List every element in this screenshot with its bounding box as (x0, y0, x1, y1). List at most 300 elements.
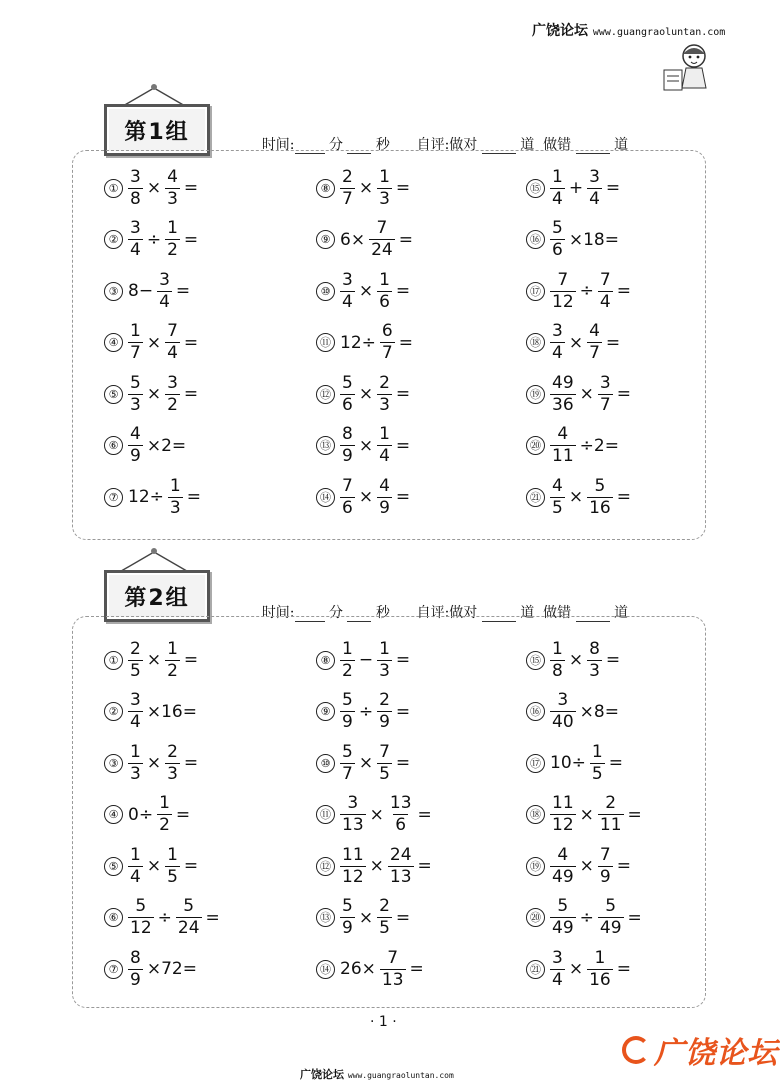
fraction (377, 898, 392, 937)
operator: ×16= (146, 701, 197, 722)
denominator: 5 (379, 918, 390, 938)
numerator: 1 (167, 638, 178, 659)
operator: = (608, 753, 623, 773)
problem-number: ⑭ (316, 488, 335, 507)
problem-number: ② (104, 702, 123, 721)
numerator: 1 (130, 321, 141, 341)
fraction (377, 269, 392, 312)
problem-number: ⑲ (526, 385, 545, 404)
fraction (128, 741, 143, 784)
operator: = (183, 384, 199, 404)
operator: = (616, 959, 631, 979)
numerator: 4 (557, 844, 569, 865)
operator: × (358, 281, 374, 301)
fraction (340, 475, 355, 518)
numerator: 1 (552, 638, 563, 659)
numerator: 1 (159, 793, 170, 813)
numerator: 1 (594, 947, 606, 968)
problem-item (104, 688, 199, 736)
problem-item (526, 636, 622, 684)
problem-number: ⑰ (526, 282, 545, 301)
denominator: 12 (342, 866, 364, 887)
problem-number: ① (104, 179, 123, 198)
denominator: 2 (342, 660, 353, 681)
operator: × (568, 959, 584, 979)
problem-item (316, 636, 412, 684)
operator: = (395, 435, 411, 456)
numerator: 7 (342, 475, 353, 496)
group-title: 第1组 (104, 104, 210, 156)
denominator: 3 (379, 660, 390, 681)
numerator: 13 (389, 793, 412, 813)
problem-item (104, 422, 188, 470)
numerator: 4 (130, 424, 141, 444)
problem-item (316, 842, 434, 890)
operator: ÷ (358, 701, 374, 722)
denominator: 9 (599, 866, 611, 887)
fraction (128, 947, 143, 990)
numerator: 1 (379, 166, 390, 187)
fraction (128, 898, 154, 937)
fraction (165, 844, 180, 887)
numerator: 3 (130, 218, 141, 238)
denominator: 8 (552, 660, 563, 681)
operator: × (146, 178, 162, 198)
numerator: 1 (167, 844, 178, 865)
footer-site-url: www.guangraoluntan.com (347, 1071, 454, 1080)
denominator: 5 (591, 763, 603, 784)
denominator: 3 (167, 763, 178, 784)
denominator: 9 (342, 712, 353, 732)
numerator: 3 (167, 372, 178, 393)
footer-site (300, 1066, 454, 1082)
denominator: 2 (159, 815, 170, 835)
problem-item (316, 370, 412, 418)
operator: ×2= (146, 435, 187, 456)
problem-number: ⑰ (526, 754, 545, 773)
fraction (590, 741, 605, 784)
denominator: 6 (379, 291, 390, 312)
operator: × (568, 487, 584, 507)
denominator: 3 (167, 188, 178, 209)
operator: ×18= (568, 229, 619, 250)
group-title: 第2组 (104, 570, 210, 622)
problem-number: ① (104, 651, 123, 670)
problem-item (526, 319, 622, 367)
fraction (377, 166, 392, 209)
denominator: 2 (167, 660, 178, 681)
fraction (340, 741, 355, 784)
numerator: 5 (342, 896, 353, 916)
logo-mark-icon (622, 1036, 650, 1064)
operator: = (183, 753, 199, 773)
denominator: 4 (599, 291, 611, 312)
denominator: 4 (552, 188, 563, 209)
fraction (598, 269, 613, 312)
fraction (128, 220, 143, 259)
operator: 6× (340, 229, 366, 250)
fraction (369, 220, 395, 259)
fraction (550, 898, 576, 937)
numerator: 4 (379, 475, 390, 496)
operator: = (605, 332, 621, 353)
problem-item (526, 216, 621, 264)
numerator: 5 (135, 896, 147, 916)
numerator: 1 (379, 424, 390, 444)
fraction (550, 220, 565, 259)
denominator: 16 (589, 969, 611, 990)
denominator: 7 (342, 763, 353, 784)
problem-number: ② (104, 230, 123, 249)
numerator: 7 (167, 321, 178, 341)
denominator: 7 (130, 343, 141, 363)
problem-number: ⑪ (316, 333, 335, 352)
fraction (157, 795, 172, 834)
operator: 12÷ (340, 332, 376, 353)
problem-number: ⑫ (316, 385, 335, 404)
problem-item (316, 216, 415, 264)
fraction (587, 166, 602, 209)
header-site-name: 广饶论坛 (532, 23, 588, 39)
numerator: 4 (589, 321, 600, 341)
fraction (157, 269, 172, 312)
numerator: 49 (552, 372, 574, 393)
problem-number: ⑧ (316, 179, 335, 198)
denominator: 11 (599, 815, 622, 835)
numerator: 1 (379, 638, 390, 659)
numerator: 2 (130, 638, 141, 659)
denominator: 4 (342, 291, 353, 312)
fraction (550, 638, 565, 681)
fraction (550, 692, 576, 731)
operator: × (146, 332, 162, 353)
problem-item (316, 422, 412, 470)
fraction (587, 638, 602, 681)
numerator: 1 (591, 741, 603, 762)
problem-number: ⑤ (104, 385, 123, 404)
footer-site-name: 广饶论坛 (300, 1068, 344, 1081)
numerator: 7 (376, 218, 388, 238)
numerator: 2 (342, 166, 353, 187)
denominator: 40 (552, 712, 574, 732)
numerator: 8 (342, 424, 353, 444)
denominator: 12 (130, 918, 152, 938)
denominator: 7 (589, 343, 600, 363)
fraction (128, 692, 143, 731)
numerator: 3 (557, 690, 569, 710)
problem-number: ⑩ (316, 754, 335, 773)
problem-number: ⑫ (316, 857, 335, 876)
fraction (550, 844, 576, 887)
problem-item (526, 739, 625, 787)
numerator: 2 (379, 896, 390, 916)
problem-item (526, 267, 633, 315)
operator: × (369, 804, 384, 825)
problem-item (526, 791, 644, 839)
denominator: 13 (389, 866, 412, 887)
numerator: 3 (552, 947, 563, 968)
problem-item (526, 688, 621, 736)
mascot-icon (660, 40, 716, 96)
fraction (550, 795, 576, 834)
denominator: 4 (552, 969, 563, 990)
numerator: 5 (557, 896, 569, 916)
denominator: 11 (552, 446, 574, 466)
problem-number: ⑮ (526, 651, 545, 670)
problem-number: ⑭ (316, 960, 335, 979)
denominator: 49 (552, 918, 574, 938)
problem-number: ⑤ (104, 857, 123, 876)
operator: = (175, 804, 191, 825)
header-site (532, 20, 725, 40)
problem-number: ㉑ (526, 488, 545, 507)
problem-item (316, 319, 415, 367)
numerator: 5 (605, 896, 617, 916)
fraction (587, 323, 602, 362)
fraction (598, 844, 613, 887)
operator: × (358, 384, 374, 404)
numerator: 7 (379, 741, 390, 762)
problem-item (104, 842, 200, 890)
operator: 8− (128, 281, 154, 301)
problem-item (316, 267, 412, 315)
problem-number: ⑱ (526, 333, 545, 352)
numerator: 3 (130, 166, 141, 187)
fraction (165, 323, 180, 362)
fraction (388, 844, 414, 887)
denominator: 12 (552, 815, 574, 835)
denominator: 6 (342, 394, 353, 415)
operator: ×72= (146, 959, 197, 979)
operator: × (579, 384, 594, 404)
fraction (550, 323, 565, 362)
fraction (340, 898, 355, 937)
denominator: 2 (167, 240, 178, 260)
denominator: 4 (167, 343, 178, 363)
denominator: 9 (342, 918, 353, 938)
score-line: 时间: 分 秒 自评:做对 道 做错 道 (261, 137, 629, 153)
numerator: 2 (167, 741, 178, 762)
operator: = (186, 487, 201, 507)
numerator: 5 (594, 475, 606, 496)
operator: = (395, 701, 411, 722)
denominator: 3 (130, 394, 141, 415)
problem-number: ⑳ (526, 436, 545, 455)
operator: ÷ (146, 229, 162, 250)
operator: × (146, 753, 162, 773)
fraction (550, 426, 576, 465)
fraction (340, 426, 355, 465)
fraction (340, 844, 366, 887)
operator: ÷ (157, 907, 172, 928)
problem-item (104, 945, 199, 993)
numerator: 3 (130, 690, 141, 710)
denominator: 49 (599, 918, 622, 938)
denominator: 5 (130, 660, 141, 681)
fraction (550, 372, 576, 415)
operator: = (417, 804, 432, 825)
score-line: 时间: 分 秒 自评:做对 道 做错 道 (261, 605, 629, 621)
fraction (128, 166, 143, 209)
problem-item (316, 945, 426, 993)
denominator: 9 (130, 446, 141, 466)
fraction (128, 638, 143, 681)
numerator: 8 (589, 638, 600, 659)
denominator: 36 (552, 394, 574, 415)
problem-item (104, 739, 200, 787)
fraction (550, 269, 576, 312)
problem-item (526, 164, 622, 212)
operator: = (616, 281, 631, 301)
denominator: 5 (379, 763, 390, 784)
numerator: 3 (347, 793, 359, 813)
problem-item (526, 370, 633, 418)
problem-item (526, 473, 633, 521)
operator: = (605, 178, 621, 198)
operator: × (568, 332, 584, 353)
operator: = (605, 650, 621, 670)
numerator: 2 (379, 372, 390, 393)
numerator: 7 (387, 947, 399, 968)
operator: − (358, 650, 374, 670)
operator: ÷2= (579, 435, 619, 456)
fraction (377, 372, 392, 415)
fraction (165, 220, 180, 259)
problem-number: ⑨ (316, 230, 335, 249)
numerator: 3 (159, 269, 170, 290)
numerator: 2 (379, 690, 390, 710)
problem-number: ⑦ (104, 960, 123, 979)
problem-number: ④ (104, 805, 123, 824)
fraction (388, 795, 414, 834)
problem-number: ⑮ (526, 179, 545, 198)
fraction (340, 692, 355, 731)
numerator: 7 (557, 269, 569, 290)
denominator: 24 (371, 240, 393, 260)
operator: × (358, 487, 374, 507)
operator: 12÷ (128, 487, 164, 507)
problem-item (316, 894, 412, 942)
operator: × (146, 650, 162, 670)
operator: = (175, 281, 191, 301)
problem-number: ⑦ (104, 488, 123, 507)
fraction (165, 741, 180, 784)
fraction (377, 638, 392, 681)
problem-item (104, 791, 192, 839)
operator: × (146, 856, 162, 876)
numerator: 5 (342, 372, 353, 393)
problem-number: ⑥ (104, 436, 123, 455)
denominator: 7 (381, 343, 393, 363)
fraction (598, 898, 624, 937)
fraction (340, 638, 355, 681)
denominator: 6 (552, 240, 563, 260)
operator: = (395, 281, 411, 301)
problem-item (104, 216, 200, 264)
problem-item (526, 945, 633, 993)
numerator: 4 (552, 475, 563, 496)
denominator: 3 (589, 660, 600, 681)
denominator: 6 (342, 497, 353, 518)
fraction (340, 166, 355, 209)
denominator: 4 (552, 343, 563, 363)
numerator: 3 (342, 269, 353, 290)
operator: = (627, 907, 642, 928)
operator: = (616, 487, 631, 507)
fraction (340, 269, 355, 312)
fraction (128, 323, 143, 362)
denominator: 16 (589, 497, 611, 518)
denominator: 4 (130, 712, 141, 732)
operator: = (395, 487, 411, 507)
problem-number: ⑲ (526, 857, 545, 876)
denominator: 13 (342, 815, 364, 835)
denominator: 9 (130, 969, 141, 990)
denominator: 13 (381, 969, 404, 990)
fraction (377, 475, 392, 518)
numerator: 1 (130, 741, 141, 762)
numerator: 11 (342, 844, 364, 865)
problem-number: ㉑ (526, 960, 545, 979)
operator: 10÷ (550, 753, 586, 773)
denominator: 5 (552, 497, 563, 518)
denominator: 4 (589, 188, 600, 209)
fraction (168, 475, 183, 518)
problem-number: ⑳ (526, 908, 545, 927)
problem-item (526, 842, 633, 890)
fraction (587, 947, 613, 990)
problem-number: ⑯ (526, 230, 545, 249)
problem-number: ⑬ (316, 908, 335, 927)
numerator: 7 (599, 269, 611, 290)
operator: = (417, 856, 432, 876)
numerator: 4 (167, 166, 178, 187)
problem-item (526, 422, 621, 470)
fraction (598, 795, 624, 834)
denominator: 7 (342, 188, 353, 209)
problem-number: ⑬ (316, 436, 335, 455)
problem-item (316, 688, 412, 736)
denominator: 5 (167, 866, 178, 887)
problem-item (104, 473, 203, 521)
problem-item (104, 267, 192, 315)
problem-number: ③ (104, 754, 123, 773)
logo-text: 广饶论坛 (654, 1036, 778, 1071)
denominator: 24 (177, 918, 200, 938)
problem-item (316, 473, 412, 521)
denominator: 2 (167, 394, 178, 415)
denominator: 4 (130, 866, 141, 887)
denominator: 6 (395, 815, 407, 835)
problem-number: ⑨ (316, 702, 335, 721)
operator: × (146, 384, 162, 404)
fraction (550, 166, 565, 209)
numerator: 5 (130, 372, 141, 393)
denominator: 7 (599, 394, 611, 415)
fraction (380, 947, 406, 990)
fraction (598, 372, 613, 415)
operator: = (409, 959, 424, 979)
numerator: 11 (552, 793, 574, 813)
numerator: 1 (552, 166, 563, 187)
numerator: 3 (552, 321, 563, 341)
operator: + (568, 178, 584, 198)
problem-item (316, 164, 412, 212)
operator: × (568, 650, 584, 670)
numerator: 3 (589, 166, 600, 187)
numerator: 1 (342, 638, 353, 659)
numerator: 5 (342, 690, 353, 710)
